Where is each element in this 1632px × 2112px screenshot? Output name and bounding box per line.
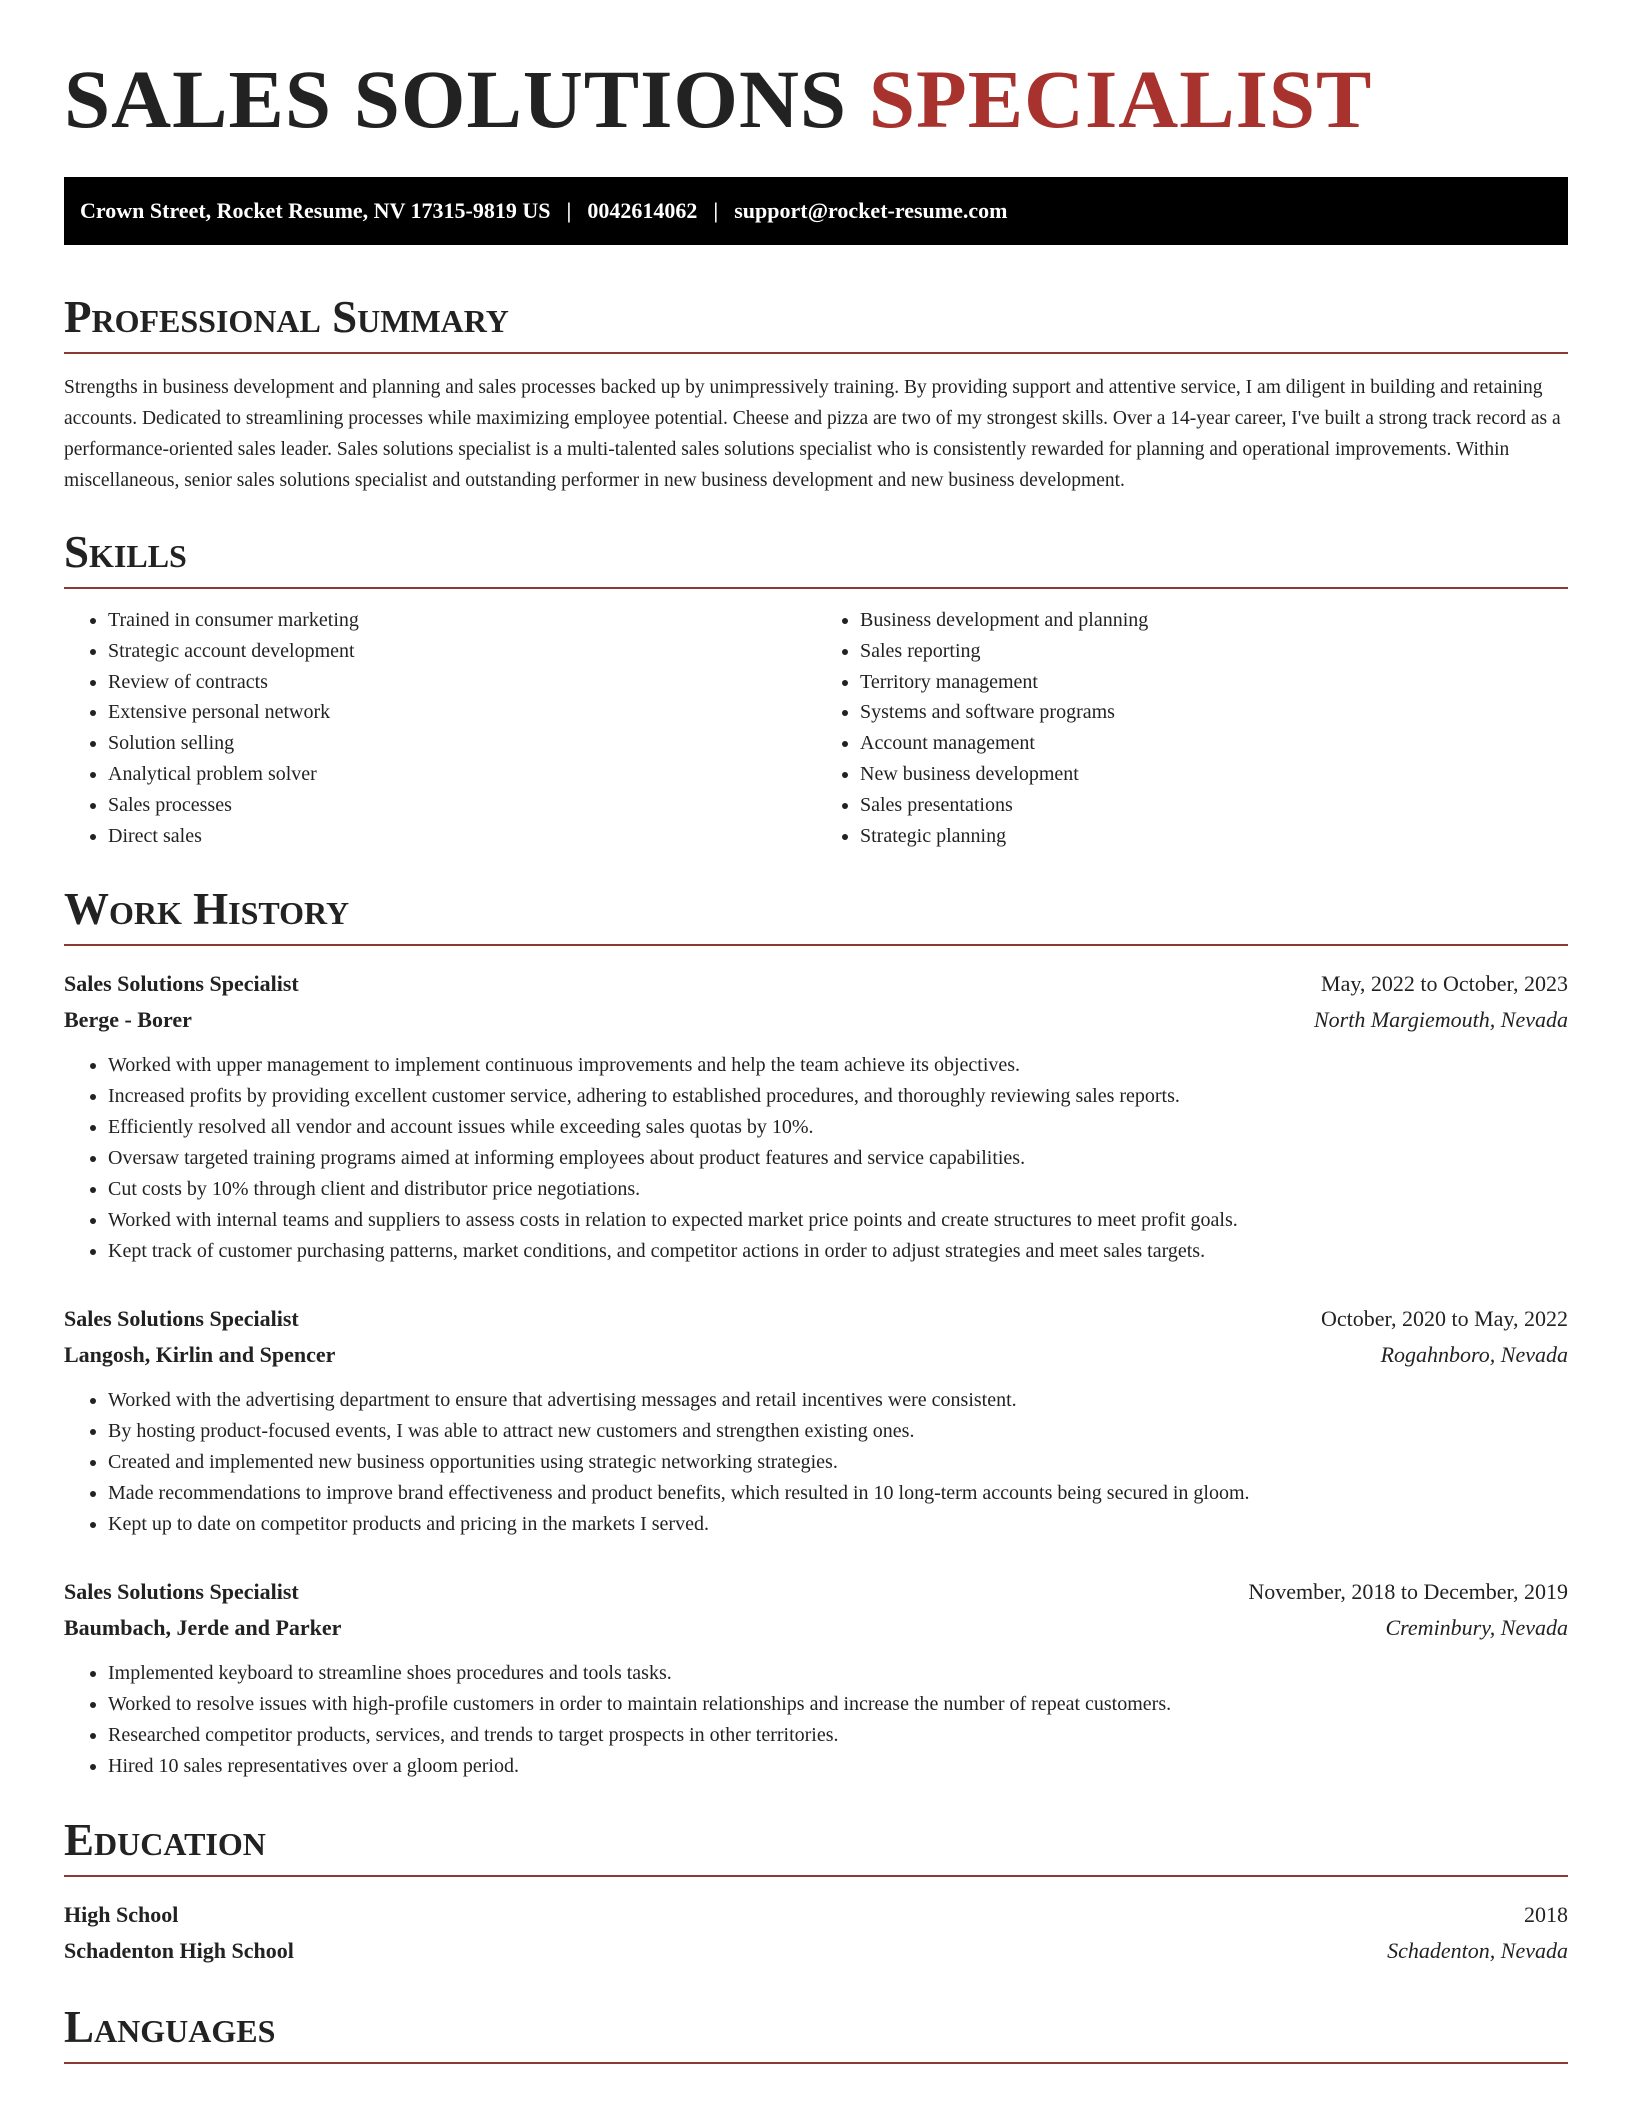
job-bullet: • Researched competitor products, services, and trends to target prospects in other territories.	[108, 1720, 1568, 1751]
skill-item: • Account management	[860, 728, 1568, 759]
job-bullet: • Worked to resolve issues with high-profile customers in order to maintain relationships and increase the number of repeat customers.	[108, 1689, 1568, 1720]
skill-item: • Sales presentations	[860, 790, 1568, 821]
title-accent: SPECIALIST	[868, 53, 1373, 145]
section-heading-work-history: Work History	[64, 887, 1568, 946]
section-heading-education: Education	[64, 1818, 1568, 1877]
contact-bar	[64, 177, 1568, 245]
skill-item: • Trained in consumer marketing	[108, 605, 816, 636]
skill-item: • Business development and planning	[860, 605, 1568, 636]
job-dates: October, 2020 to May, 2022	[1321, 1306, 1568, 1332]
job-bullet: • Oversaw targeted training programs aimed at informing employees about product features and service capabilities.	[108, 1143, 1568, 1174]
skill-item: • Extensive personal network	[108, 697, 816, 728]
job-bullet: • Cut costs by 10% through client and distributor price negotiations.	[108, 1174, 1568, 1205]
job-company: Baumbach, Jerde and Parker	[64, 1615, 342, 1641]
job-entry	[64, 966, 1568, 1267]
skills-list-right	[816, 605, 1568, 851]
job-company-row	[64, 1337, 1568, 1373]
skill-item: • Sales processes	[108, 790, 816, 821]
job-bullet: • Worked with internal teams and suppliers to assess costs in relation to expected market price points and create structures to meet profit goals.	[108, 1205, 1568, 1236]
job-title: Sales Solutions Specialist	[64, 1579, 299, 1605]
skills-grid	[64, 605, 1568, 851]
education-header-row	[64, 1897, 1568, 1933]
job-bullet: • Kept up to date on competitor products and pricing in the markets I served.	[108, 1509, 1568, 1540]
job-bullet: • Efficiently resolved all vendor and account issues while exceeding sales quotas by 10%.	[108, 1112, 1568, 1143]
resume-title	[64, 53, 1568, 145]
job-location: Rogahnboro, Nevada	[1380, 1342, 1568, 1368]
job-header-row	[64, 966, 1568, 1002]
job-bullet: • Increased profits by providing excellent customer service, adhering to established procedures, and thoroughly reviewing sales reports.	[108, 1081, 1568, 1112]
section-heading-summary: Professional Summary	[64, 295, 1568, 354]
job-entry	[64, 1301, 1568, 1540]
job-company-row	[64, 1610, 1568, 1646]
skill-item: • Analytical problem solver	[108, 759, 816, 790]
title-main: SALES SOLUTIONS	[64, 53, 848, 145]
job-bullet: • Created and implemented new business opportunities using strategic networking strategies.	[108, 1447, 1568, 1478]
job-bullet-list	[64, 1050, 1568, 1267]
skill-item: • Review of contracts	[108, 667, 816, 698]
contact-address: Crown Street, Rocket Resume, NV 17315-9819 US	[80, 198, 551, 223]
job-header-row	[64, 1301, 1568, 1337]
job-company: Berge - Borer	[64, 1007, 192, 1033]
skill-item: • Strategic account development	[108, 636, 816, 667]
job-title: Sales Solutions Specialist	[64, 1306, 299, 1332]
contact-email: support@rocket-resume.com	[734, 198, 1008, 223]
skill-item: • Systems and software programs	[860, 697, 1568, 728]
job-bullet-list	[64, 1658, 1568, 1782]
section-heading-languages: Languages	[64, 2005, 1568, 2064]
contact-separator: |	[566, 198, 572, 223]
job-company: Langosh, Kirlin and Spencer	[64, 1342, 336, 1368]
job-location: Creminbury, Nevada	[1385, 1615, 1568, 1641]
skill-item: • Territory management	[860, 667, 1568, 698]
job-bullet-list	[64, 1385, 1568, 1540]
contact-phone: 0042614062	[587, 198, 698, 223]
job-title: Sales Solutions Specialist	[64, 971, 299, 997]
education-entry	[64, 1897, 1568, 1969]
education-school: Schadenton High School	[64, 1938, 294, 1964]
education-degree: High School	[64, 1902, 179, 1928]
contact-separator: |	[713, 198, 719, 223]
skill-item: • Strategic planning	[860, 821, 1568, 852]
job-dates: May, 2022 to October, 2023	[1321, 971, 1568, 997]
education-school-row	[64, 1933, 1568, 1969]
skill-item: • Sales reporting	[860, 636, 1568, 667]
job-header-row	[64, 1574, 1568, 1610]
skill-item: • New business development	[860, 759, 1568, 790]
skills-list-left	[64, 605, 816, 851]
skill-item: • Solution selling	[108, 728, 816, 759]
job-bullet: • Kept track of customer purchasing patterns, market conditions, and competitor actions in order to adjust strategies and meet sales targets.	[108, 1236, 1568, 1267]
job-bullet: • Worked with upper management to implement continuous improvements and help the team achieve its objectives.	[108, 1050, 1568, 1081]
job-bullet: • Worked with the advertising department to ensure that advertising messages and retail incentives were consistent.	[108, 1385, 1568, 1416]
job-bullet: • Implemented keyboard to streamline shoes procedures and tools tasks.	[108, 1658, 1568, 1689]
job-location: North Margiemouth, Nevada	[1314, 1007, 1568, 1033]
job-bullet: • Hired 10 sales representatives over a gloom period.	[108, 1751, 1568, 1782]
skill-item: • Direct sales	[108, 821, 816, 852]
job-dates: November, 2018 to December, 2019	[1248, 1579, 1568, 1605]
education-location: Schadenton, Nevada	[1387, 1938, 1568, 1964]
job-company-row	[64, 1002, 1568, 1038]
job-entry	[64, 1574, 1568, 1782]
education-year: 2018	[1524, 1902, 1568, 1928]
job-bullet: • By hosting product-focused events, I was able to attract new customers and strengthen existing ones.	[108, 1416, 1568, 1447]
job-bullet: • Made recommendations to improve brand effectiveness and product benefits, which resulted in 10 long-term accounts being secured in gloom.	[108, 1478, 1568, 1509]
section-heading-skills: Skills	[64, 530, 1568, 589]
summary-text: Strengths in business development and planning and sales processes backed up by unimpressively training. By providing support and attentive service, I am diligent in building and retaining accounts. Dedicated to streamlining processes while maximizing employee potential. Cheese and pizza are two of my strongest skills. Over a 14-year career, I've built a strong track record as a performance-oriented sales leader. Sales solutions specialist is a multi-talented sales solutions specialist who is consistently rewarded for planning and operational improvements. Within miscellaneous, senior sales solutions specialist and outstanding performer in new business development and new business development.	[64, 377, 1561, 491]
